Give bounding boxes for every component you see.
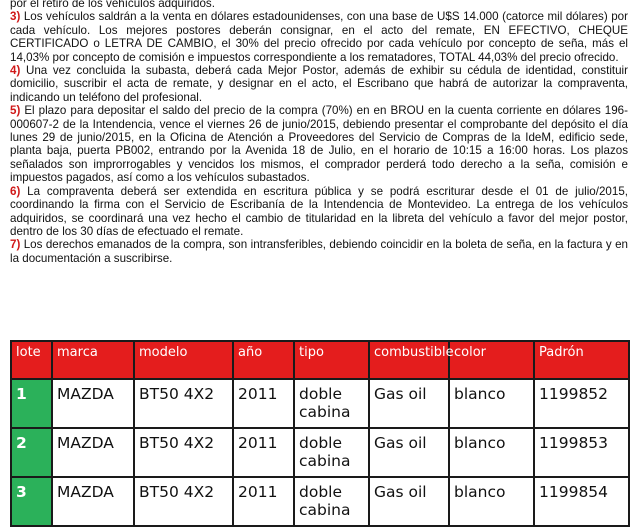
padron-cell: 1199853: [534, 428, 629, 477]
color-cell: blanco: [449, 428, 534, 477]
paragraph-text: El plazo para depositar el saldo del precio de la compra (70%) en en BROU en la cuenta corriente en dólares 196-000607-2 de la Intendencia, vence el viernes 26 de junio/2015, debiendo presentar el comprobante del depósito el día lunes 29 de junio/2015, en la Oficina de Atención a Proveedores del Servicio de Compras de la IdeM, edificio sede, planta baja, puerta PB002, entrando por la Avenida 18 de Julio, en el horario de 10:15 a 16:00 horas. Los plazos señalados son improrrogables y vencidos los mismos, el comprador perderá todo derecho a la seña, comisión e impuestos pagados, así como a los vehículos subastados.: [10, 104, 628, 185]
anio-cell: 2011: [233, 379, 294, 428]
auction-conditions-text: [10, 0, 628, 265]
paragraph-7: [10, 238, 628, 265]
modelo-cell: BT50 4X2: [134, 428, 233, 477]
table-header-row: [11, 341, 629, 379]
marca-cell: MAZDA: [52, 379, 134, 428]
table-row: [11, 428, 629, 477]
paragraph-number: 6): [10, 184, 21, 198]
tipo-cell: doble cabina: [294, 477, 369, 526]
combustible-cell: Gas oil: [369, 428, 449, 477]
paragraph-6: [10, 185, 628, 239]
paragraph-text: Una vez concluida la subasta, deberá cada Mejor Postor, además de exhibir su cédula de identidad, constituir domicilio, suscribir el acta de remate, y designar en el acto, el Escribano que habrá de autorizar la compraventa, indicando un teléfono del profesional.: [10, 64, 628, 104]
paragraph-number: 3): [10, 10, 21, 24]
padron-cell: 1199854: [534, 477, 629, 526]
vehicle-lots-table: [10, 340, 630, 527]
tipo-cell: doble cabina: [294, 379, 369, 428]
paragraph-text: Los vehículos saldrán a la venta en dólares estadounidenses, con una base de U$S 14.000 (catorce mil dólares) por cada vehículo. Los mejores postores deberán consignar, en el acto del remate, EN EFECTIVO, CHEQUE CERTIFICADO o LETRA DE CAMBIO, el 30% del precio ofrecido por cada vehículo por concepto de seña, más el 14,03% por concepto de comisión e impuestos correspondiente a los rematadores, TOTAL 44,03% del precio ofrecido.: [10, 10, 628, 64]
paragraph-4: [10, 64, 628, 104]
lote-cell: 1: [11, 379, 52, 428]
header-lote: lote: [11, 341, 52, 379]
header-color: color: [449, 341, 534, 379]
paragraph-number: 4): [10, 64, 21, 78]
paragraph-number: 5): [10, 104, 21, 118]
header-anio: año: [233, 341, 294, 379]
tipo-cell: doble cabina: [294, 428, 369, 477]
modelo-cell: BT50 4X2: [134, 477, 233, 526]
modelo-cell: BT50 4X2: [134, 379, 233, 428]
padron-cell: 1199852: [534, 379, 629, 428]
table-row: [11, 379, 629, 428]
combustible-cell: Gas oil: [369, 379, 449, 428]
header-modelo: modelo: [134, 341, 233, 379]
paragraph-5: [10, 104, 628, 184]
anio-cell: 2011: [233, 428, 294, 477]
paragraph-3: [10, 10, 628, 64]
table-row: [11, 477, 629, 526]
color-cell: blanco: [449, 477, 534, 526]
lote-cell: 3: [11, 477, 52, 526]
combustible-cell: Gas oil: [369, 477, 449, 526]
paragraph-text: Los derechos emanados de la compra, son intransferibles, debiendo coincidir en la boleta de seña, en la factura y en la documentación a suscribirse.: [10, 238, 628, 265]
header-tipo: tipo: [294, 341, 369, 379]
anio-cell: 2011: [233, 477, 294, 526]
lote-cell: 2: [11, 428, 52, 477]
paragraph-text: por el retiro de los vehículos adquiridos.: [10, 0, 215, 10]
color-cell: blanco: [449, 379, 534, 428]
header-marca: marca: [52, 341, 134, 379]
marca-cell: MAZDA: [52, 428, 134, 477]
header-padron: Padrón: [534, 341, 629, 379]
marca-cell: MAZDA: [52, 477, 134, 526]
header-combustible: combustible: [369, 341, 449, 379]
paragraph-text: La compraventa deberá ser extendida en escritura pública y se podrá escriturar desde el 01 de julio/2015, coordinando la firma con el Servicio de Escribanía de la Intendencia de Montevideo. La entrega de los vehículos adquiridos, se coordinará una vez hecho el cambio de titularidad en la libreta del vehículo a favor del mejor postor, dentro de los 30 días de efectuado el remate.: [10, 184, 628, 238]
paragraph-number: 7): [10, 238, 21, 252]
paragraph-2-end: [10, 0, 628, 10]
